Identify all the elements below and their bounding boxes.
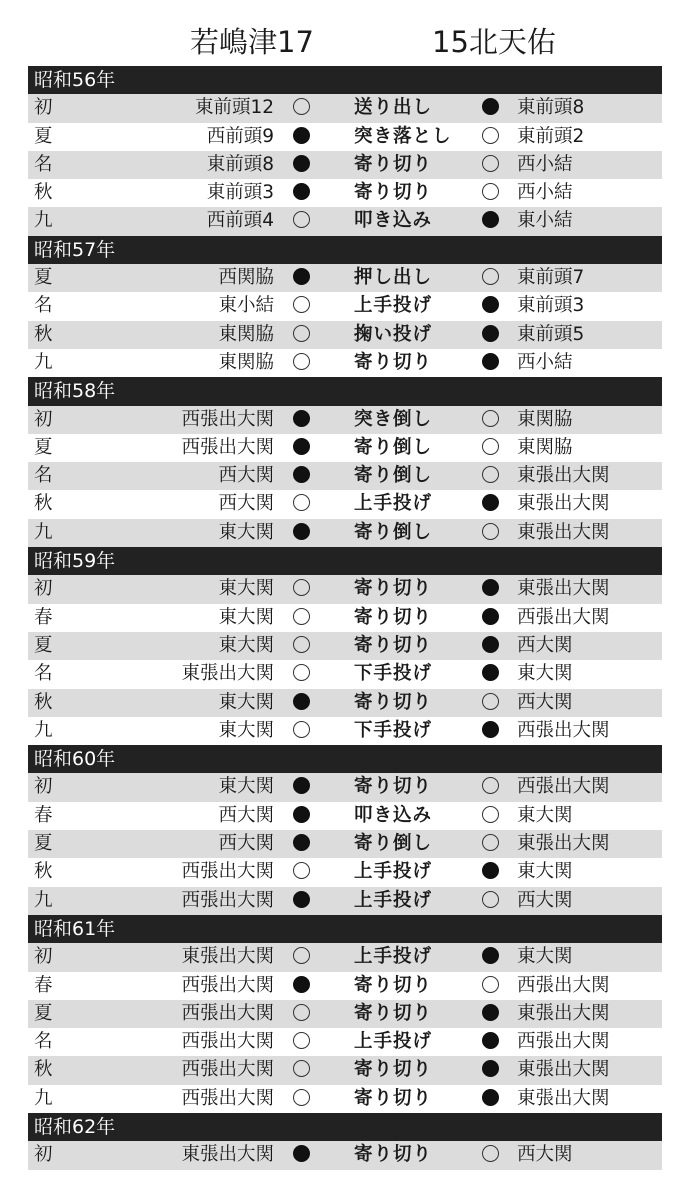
win-mark-icon [482, 636, 499, 653]
right-result-mark [480, 1000, 500, 1028]
kimarite: 上手投げ [354, 889, 433, 911]
kimarite: 上手投げ [354, 946, 433, 968]
right-result-mark [480, 1056, 500, 1084]
right-result-mark [480, 151, 500, 179]
right-result-mark [480, 802, 500, 830]
win-mark-icon [482, 721, 499, 738]
bout-row [28, 349, 662, 377]
right-rank: 東張出大関 [517, 578, 610, 600]
basho-label: 名 [34, 1031, 53, 1053]
right-result-mark [480, 632, 500, 660]
left-result-mark [291, 943, 311, 971]
basho-label: 秋 [34, 493, 53, 515]
win-mark-icon [293, 438, 310, 455]
left-rank: 西張出大関 [181, 1002, 274, 1024]
loss-mark-icon [293, 947, 310, 964]
kimarite: 寄り切り [354, 634, 433, 656]
basho-label: 夏 [34, 267, 53, 289]
right-rank: 東前頭2 [517, 125, 585, 147]
loss-mark-icon [293, 98, 310, 115]
basho-label: 名 [34, 153, 53, 175]
win-mark-icon [482, 1089, 499, 1106]
loss-mark-icon [482, 976, 499, 993]
loss-mark-icon [293, 1089, 310, 1106]
loss-mark-icon [482, 183, 499, 200]
loss-mark-icon [293, 636, 310, 653]
right-result-mark [480, 321, 500, 349]
left-result-mark [291, 830, 311, 858]
left-rank: 東張出大関 [181, 946, 274, 968]
loss-mark-icon [482, 466, 499, 483]
right-rank: 東前頭7 [517, 267, 585, 289]
right-rank: 西張出大関 [517, 719, 610, 741]
left-result-mark [291, 689, 311, 717]
bout-row [28, 406, 662, 434]
kimarite: 突き落とし [354, 125, 452, 147]
left-rank: 西大関 [218, 465, 274, 487]
basho-label: 夏 [34, 436, 53, 458]
loss-mark-icon [293, 862, 310, 879]
bout-row [28, 830, 662, 858]
kimarite: 上手投げ [354, 493, 433, 515]
kimarite: 寄り倒し [354, 436, 433, 458]
bout-row [28, 321, 662, 349]
left-result-mark [291, 660, 311, 688]
year-header: 昭和60年 [28, 745, 662, 773]
left-rank: 東関脇 [218, 323, 274, 345]
bout-row [28, 943, 662, 971]
bout-row [28, 858, 662, 886]
basho-label: 九 [34, 351, 53, 373]
basho-label: 九 [34, 210, 53, 232]
left-result-mark [291, 773, 311, 801]
left-result-mark [291, 519, 311, 547]
bout-row [28, 1000, 662, 1028]
left-rank: 西張出大関 [181, 1087, 274, 1109]
right-result-mark [480, 292, 500, 320]
win-mark-icon [482, 608, 499, 625]
left-rank: 東前頭3 [206, 182, 274, 204]
left-rank: 東大関 [218, 606, 274, 628]
loss-mark-icon [482, 155, 499, 172]
right-result-mark [480, 689, 500, 717]
win-mark-icon [293, 155, 310, 172]
left-wrestler-name: 若嶋津17 [190, 25, 314, 59]
left-rank: 東張出大関 [181, 1144, 274, 1166]
year-header: 昭和57年 [28, 236, 662, 264]
left-rank: 東大関 [218, 634, 274, 656]
right-rank: 東大関 [517, 946, 573, 968]
win-mark-icon [482, 296, 499, 313]
bout-row [28, 660, 662, 688]
bout-row [28, 1056, 662, 1084]
loss-mark-icon [293, 296, 310, 313]
loss-mark-icon [293, 1032, 310, 1049]
header [0, 0, 685, 66]
right-rank: 西張出大関 [517, 974, 610, 996]
bout-row [28, 575, 662, 603]
left-result-mark [291, 123, 311, 151]
right-rank: 西大関 [517, 1144, 573, 1166]
kimarite: 寄り切り [354, 578, 433, 600]
left-rank: 西張出大関 [181, 1059, 274, 1081]
right-result-mark [480, 207, 500, 235]
left-result-mark [291, 632, 311, 660]
right-result-mark [480, 972, 500, 1000]
left-result-mark [291, 604, 311, 632]
bout-row [28, 717, 662, 745]
right-rank: 西大関 [517, 691, 573, 713]
loss-mark-icon [482, 834, 499, 851]
bout-row [28, 94, 662, 122]
left-result-mark [291, 1141, 311, 1169]
bout-row [28, 490, 662, 518]
right-rank: 東張出大関 [517, 1059, 610, 1081]
right-result-mark [480, 349, 500, 377]
kimarite: 寄り切り [354, 1059, 433, 1081]
right-rank: 西小結 [517, 351, 573, 373]
basho-label: 九 [34, 889, 53, 911]
basho-label: 名 [34, 295, 53, 317]
left-result-mark [291, 887, 311, 915]
loss-mark-icon [293, 1060, 310, 1077]
year-header: 昭和58年 [28, 377, 662, 405]
loss-mark-icon [293, 211, 310, 228]
win-mark-icon [482, 947, 499, 964]
right-result-mark [480, 858, 500, 886]
right-result-mark [480, 830, 500, 858]
loss-mark-icon [293, 353, 310, 370]
left-rank: 東大関 [218, 521, 274, 543]
win-mark-icon [482, 1032, 499, 1049]
bout-row [28, 604, 662, 632]
right-result-mark [480, 406, 500, 434]
bout-row [28, 773, 662, 801]
win-mark-icon [293, 410, 310, 427]
loss-mark-icon [482, 523, 499, 540]
right-rank: 東関脇 [517, 436, 573, 458]
right-result-mark [480, 519, 500, 547]
left-result-mark [291, 717, 311, 745]
kimarite: 寄り倒し [354, 833, 433, 855]
bout-row [28, 207, 662, 235]
kimarite: 叩き込み [354, 804, 433, 826]
left-result-mark [291, 462, 311, 490]
basho-label: 秋 [34, 691, 53, 713]
basho-label: 初 [34, 97, 53, 119]
win-mark-icon [482, 353, 499, 370]
kimarite: 寄り倒し [354, 465, 433, 487]
loss-mark-icon [293, 494, 310, 511]
kimarite: 上手投げ [354, 295, 433, 317]
right-rank: 東前頭3 [517, 295, 585, 317]
left-rank: 西前頭4 [206, 210, 274, 232]
win-mark-icon [293, 806, 310, 823]
right-rank: 東大関 [517, 804, 573, 826]
win-mark-icon [482, 98, 499, 115]
basho-label: 夏 [34, 833, 53, 855]
right-result-mark [480, 604, 500, 632]
win-mark-icon [482, 325, 499, 342]
win-mark-icon [293, 1145, 310, 1162]
right-wrestler-name: 15北天佑 [432, 25, 556, 59]
left-rank: 東大関 [218, 719, 274, 741]
basho-label: 春 [34, 974, 53, 996]
basho-label: 初 [34, 1144, 53, 1166]
bout-row [28, 887, 662, 915]
bout-row [28, 1028, 662, 1056]
head-to-head-table [28, 66, 662, 1170]
loss-mark-icon [482, 891, 499, 908]
kimarite: 掬い投げ [354, 323, 433, 345]
left-result-mark [291, 1000, 311, 1028]
kimarite: 叩き込み [354, 210, 433, 232]
win-mark-icon [293, 777, 310, 794]
loss-mark-icon [293, 325, 310, 342]
right-rank: 西大関 [517, 889, 573, 911]
right-result-mark [480, 575, 500, 603]
basho-label: 九 [34, 1087, 53, 1109]
kimarite: 突き倒し [354, 408, 433, 430]
win-mark-icon [293, 891, 310, 908]
kimarite: 押し出し [354, 267, 433, 289]
kimarite: 寄り切り [354, 1002, 433, 1024]
left-result-mark [291, 490, 311, 518]
kimarite: 寄り切り [354, 776, 433, 798]
kimarite: 寄り倒し [354, 521, 433, 543]
kimarite: 寄り切り [354, 974, 433, 996]
left-result-mark [291, 406, 311, 434]
bout-row [28, 462, 662, 490]
loss-mark-icon [293, 608, 310, 625]
bout-row [28, 972, 662, 1000]
loss-mark-icon [482, 806, 499, 823]
kimarite: 送り出し [354, 97, 433, 119]
left-result-mark [291, 292, 311, 320]
win-mark-icon [482, 494, 499, 511]
kimarite: 上手投げ [354, 1031, 433, 1053]
left-result-mark [291, 207, 311, 235]
year-header: 昭和62年 [28, 1113, 662, 1141]
basho-label: 春 [34, 606, 53, 628]
basho-label: 夏 [34, 634, 53, 656]
year-header: 昭和61年 [28, 915, 662, 943]
right-rank: 東前頭5 [517, 323, 585, 345]
left-rank: 東小結 [218, 295, 274, 317]
win-mark-icon [482, 862, 499, 879]
left-rank: 西張出大関 [181, 974, 274, 996]
bout-row [28, 123, 662, 151]
basho-label: 九 [34, 719, 53, 741]
bout-row [28, 802, 662, 830]
left-rank: 西張出大関 [181, 1031, 274, 1053]
left-result-mark [291, 179, 311, 207]
left-result-mark [291, 858, 311, 886]
win-mark-icon [482, 579, 499, 596]
basho-label: 九 [34, 521, 53, 543]
right-result-mark [480, 490, 500, 518]
kimarite: 下手投げ [354, 719, 433, 741]
left-result-mark [291, 321, 311, 349]
left-result-mark [291, 264, 311, 292]
loss-mark-icon [293, 721, 310, 738]
left-rank: 東関脇 [218, 351, 274, 373]
loss-mark-icon [482, 410, 499, 427]
left-rank: 西大関 [218, 493, 274, 515]
win-mark-icon [482, 1004, 499, 1021]
kimarite: 寄り切り [354, 1144, 433, 1166]
basho-label: 名 [34, 465, 53, 487]
right-rank: 東小結 [517, 210, 573, 232]
right-rank: 東関脇 [517, 408, 573, 430]
kimarite: 寄り切り [354, 606, 433, 628]
win-mark-icon [293, 523, 310, 540]
right-result-mark [480, 1028, 500, 1056]
win-mark-icon [482, 1060, 499, 1077]
kimarite: 寄り切り [354, 691, 433, 713]
loss-mark-icon [482, 1145, 499, 1162]
basho-label: 秋 [34, 1059, 53, 1081]
win-mark-icon [482, 211, 499, 228]
left-rank: 西大関 [218, 833, 274, 855]
kimarite: 上手投げ [354, 861, 433, 883]
basho-label: 名 [34, 663, 53, 685]
left-rank: 西張出大関 [181, 861, 274, 883]
left-rank: 東大関 [218, 776, 274, 798]
right-rank: 東張出大関 [517, 493, 610, 515]
basho-label: 秋 [34, 182, 53, 204]
bout-row [28, 292, 662, 320]
bout-row [28, 434, 662, 462]
basho-label: 初 [34, 946, 53, 968]
bout-row [28, 1141, 662, 1169]
left-rank: 東前頭12 [194, 97, 274, 119]
kimarite: 下手投げ [354, 663, 433, 685]
left-result-mark [291, 434, 311, 462]
kimarite: 寄り切り [354, 1087, 433, 1109]
basho-label: 夏 [34, 125, 53, 147]
win-mark-icon [293, 466, 310, 483]
left-rank: 西張出大関 [181, 408, 274, 430]
loss-mark-icon [293, 579, 310, 596]
win-mark-icon [482, 664, 499, 681]
loss-mark-icon [482, 438, 499, 455]
right-result-mark [480, 94, 500, 122]
right-result-mark [480, 773, 500, 801]
right-rank: 西張出大関 [517, 606, 610, 628]
left-rank: 西張出大関 [181, 436, 274, 458]
bout-row [28, 151, 662, 179]
right-rank: 東張出大関 [517, 1002, 610, 1024]
right-rank: 西小結 [517, 153, 573, 175]
left-result-mark [291, 972, 311, 1000]
basho-label: 初 [34, 578, 53, 600]
basho-label: 秋 [34, 861, 53, 883]
right-result-mark [480, 1085, 500, 1113]
right-rank: 西大関 [517, 634, 573, 656]
year-header: 昭和56年 [28, 66, 662, 94]
right-result-mark [480, 264, 500, 292]
loss-mark-icon [482, 268, 499, 285]
basho-label: 初 [34, 408, 53, 430]
bout-row [28, 689, 662, 717]
bout-row [28, 632, 662, 660]
loss-mark-icon [482, 693, 499, 710]
bout-row [28, 1085, 662, 1113]
right-rank: 西張出大関 [517, 776, 610, 798]
right-result-mark [480, 717, 500, 745]
right-result-mark [480, 434, 500, 462]
basho-label: 秋 [34, 323, 53, 345]
right-result-mark [480, 179, 500, 207]
win-mark-icon [293, 127, 310, 144]
left-result-mark [291, 151, 311, 179]
right-rank: 東張出大関 [517, 465, 610, 487]
left-result-mark [291, 1028, 311, 1056]
right-rank: 東大関 [517, 861, 573, 883]
loss-mark-icon [482, 127, 499, 144]
win-mark-icon [293, 183, 310, 200]
right-result-mark [480, 660, 500, 688]
right-result-mark [480, 462, 500, 490]
left-rank: 西張出大関 [181, 889, 274, 911]
left-rank: 西関脇 [218, 267, 274, 289]
left-result-mark [291, 802, 311, 830]
loss-mark-icon [293, 664, 310, 681]
right-rank: 東張出大関 [517, 521, 610, 543]
left-rank: 東張出大関 [181, 663, 274, 685]
win-mark-icon [293, 268, 310, 285]
left-result-mark [291, 94, 311, 122]
left-rank: 西前頭9 [206, 125, 274, 147]
left-result-mark [291, 1085, 311, 1113]
bout-row [28, 264, 662, 292]
right-result-mark [480, 943, 500, 971]
loss-mark-icon [482, 777, 499, 794]
year-header: 昭和59年 [28, 547, 662, 575]
right-rank: 東前頭8 [517, 97, 585, 119]
right-rank: 東張出大関 [517, 1087, 610, 1109]
bout-row [28, 179, 662, 207]
basho-label: 春 [34, 804, 53, 826]
left-result-mark [291, 1056, 311, 1084]
left-rank: 東大関 [218, 578, 274, 600]
left-rank: 東大関 [218, 691, 274, 713]
win-mark-icon [293, 834, 310, 851]
loss-mark-icon [293, 1004, 310, 1021]
left-rank: 西大関 [218, 804, 274, 826]
win-mark-icon [293, 976, 310, 993]
right-rank: 東大関 [517, 663, 573, 685]
right-rank: 西小結 [517, 182, 573, 204]
win-mark-icon [293, 693, 310, 710]
bout-row [28, 519, 662, 547]
right-result-mark [480, 123, 500, 151]
right-result-mark [480, 1141, 500, 1169]
left-result-mark [291, 575, 311, 603]
kimarite: 寄り切り [354, 351, 433, 373]
left-result-mark [291, 349, 311, 377]
kimarite: 寄り切り [354, 182, 433, 204]
right-rank: 東張出大関 [517, 833, 610, 855]
left-rank: 東前頭8 [206, 153, 274, 175]
right-rank: 西張出大関 [517, 1031, 610, 1053]
right-result-mark [480, 887, 500, 915]
basho-label: 初 [34, 776, 53, 798]
basho-label: 夏 [34, 1002, 53, 1024]
kimarite: 寄り切り [354, 153, 433, 175]
